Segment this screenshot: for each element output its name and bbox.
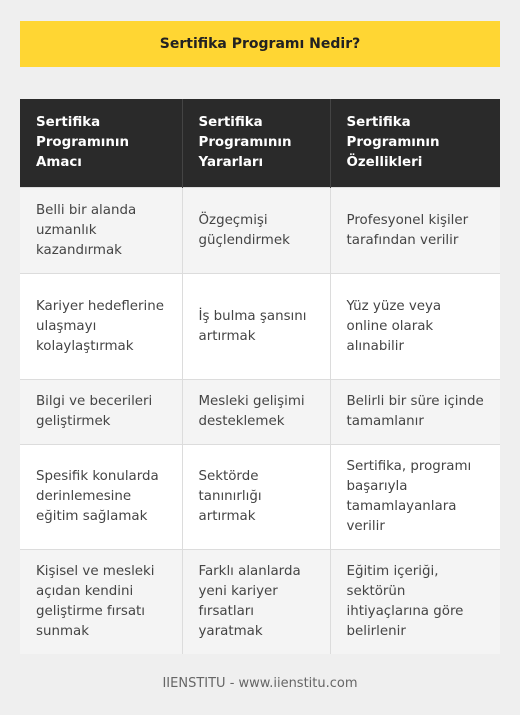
table-cell: Kişisel ve mesleki açıdan kendini geliştirme fırsatı sunmak [20, 550, 182, 655]
table-cell: Sertifika, programı başarıyla tamamlayanlara verilir [330, 445, 500, 550]
table-cell: Profesyonel kişiler tarafından verilir [330, 188, 500, 274]
column-header-features: Sertifika Programının Özellikleri [330, 99, 500, 188]
table-row [20, 274, 500, 380]
table-row [20, 445, 500, 550]
footer-credit: IIENSTITU - www.iienstitu.com [162, 676, 358, 691]
table-row [20, 188, 500, 274]
table-cell: İş bulma şansını artırmak [182, 274, 330, 380]
table-cell: Belli bir alanda uzmanlık kazandırmak [20, 188, 182, 274]
table-row [20, 380, 500, 445]
column-header-purpose: Sertifika Programının Amacı [20, 99, 182, 188]
table-cell: Yüz yüze veya online olarak alınabilir [330, 274, 500, 380]
table-cell: Mesleki gelişimi desteklemek [182, 380, 330, 445]
table-header-row [20, 99, 500, 188]
table-cell: Sektörde tanınırlığı artırmak [182, 445, 330, 550]
table-cell: Özgeçmişi güçlendirmek [182, 188, 330, 274]
table-cell: Spesifik konularda derinlemesine eğitim sağlamak [20, 445, 182, 550]
table-cell: Kariyer hedeflerine ulaşmayı kolaylaştırmak [20, 274, 182, 380]
table-row [20, 550, 500, 655]
table-cell: Belirli bir süre içinde tamamlanır [330, 380, 500, 445]
table-cell: Eğitim içeriği, sektörün ihtiyaçlarına göre belirlenir [330, 550, 500, 655]
table-cell: Bilgi ve becerileri geliştirmek [20, 380, 182, 445]
column-header-benefits: Sertifika Programının Yararları [182, 99, 330, 188]
page-title: Sertifika Programı Nedir? [159, 36, 361, 52]
title-banner [20, 21, 500, 67]
info-table [20, 99, 500, 654]
table-cell: Farklı alanlarda yeni kariyer fırsatları yaratmak [182, 550, 330, 655]
